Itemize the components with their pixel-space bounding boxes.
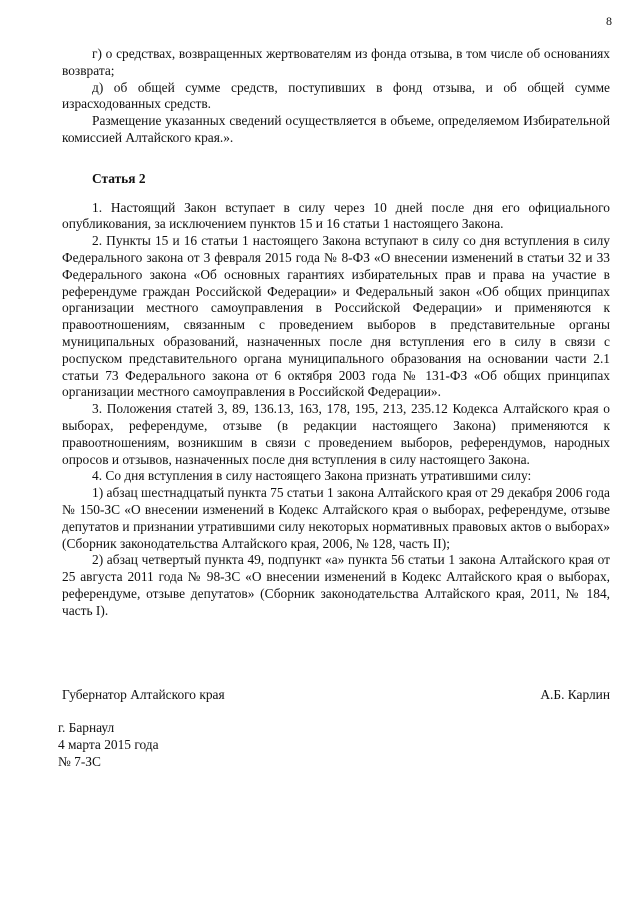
article-subitem-2: 2) абзац четвертый пункта 49, подпункт «а» пункта 56 статьи 1 закона Алтайского края от 25 августа 2011 года № 98-ЗС «О внесении изменений в Кодекс Алтайского края о выборах, референдуме, отзыве депутатов» (Сборник законодательства Алтайского края, 2011, № 184, часть I). xyxy=(62,552,610,618)
article-subitem-1: 1) абзац шестнадцатый пункта 75 статьи 1 закона Алтайского края от 29 декабря 2006 года № 150-ЗС «О внесении изменений в Кодекс Алтайского края о выборах, референдуме, отзыве депутатов и признании утратившими силу некоторых нормативных правовых актов о выборах» (Сборник законодательства Алтайского края, 2006, № 128, часть II); xyxy=(62,485,610,551)
paragraph-item-d: д) об общей сумме средств, поступивших в фонд отзыва, и об общей сумме израсходованных средств. xyxy=(62,79,610,112)
paragraph-item-g: г) о средствах, возвращенных жертвователям из фонда отзыва, в том числе об основаниях возврата; xyxy=(62,46,610,78)
city: г. Барнаул xyxy=(58,720,115,735)
article-heading: Статья 2 xyxy=(92,170,146,186)
article-item-1: 1. Настоящий Закон вступает в силу через 10 дней после дня его официального опубликования, за исключением пунктов 15 и 16 статьи 1 настоящего Закона. xyxy=(62,199,610,232)
article-item-3: 3. Положения статей 3, 89, 136.13, 163, 178, 195, 213, 235.12 Кодекса Алтайского края о выборах, референдуме, отзыве (в редакции настоящего Закона) применяются к правоотношениям, возникшим в связи с проведением выборов, референдумов, народных опросов и отзывов, назначенных после дня вступления в силу настоящего Закона. xyxy=(62,401,610,467)
page-number: 8 xyxy=(606,14,612,28)
law-number: № 7-ЗС xyxy=(58,753,101,769)
signatory-name: А.Б. Карлин xyxy=(540,687,610,702)
place-date-block xyxy=(58,720,159,770)
signature-block xyxy=(62,687,610,703)
article-item-4: 4. Со дня вступления в силу настоящего Закона признать утратившими силу: xyxy=(92,468,532,484)
law-date: 4 марта 2015 года xyxy=(58,736,159,752)
signatory-title: Губернатор Алтайского края xyxy=(62,687,225,702)
article-item-2: 2. Пункты 15 и 16 статьи 1 настоящего Закона вступают в силу со дня вступления в силу Федерального закона от 3 февраля 2015 года № 8-ФЗ «О внесении изменений в статьи 32 и 33 Федерального закона «Об основных гарантиях избирательных прав и права на участие в референдуме граждан Российской Федерации» и Федеральный закон «Об общих принципах организации местного самоуправления в Российской Федерации» и применяются к правоотношениям, связанным с проведением выборов в представительные органы муниципальных образований, назначенных после дня вступления его в силу в связи с роспуском представительного органа муниципального образования на основании части 2.1 статьи 73 Федерального закона от 6 октября 2003 года № 131-ФЗ «Об общих принципах организации местного самоуправления в Российской Федерации». xyxy=(62,233,610,400)
paragraph-placement: Размещение указанных сведений осуществляется в объеме, определяемом Избирательной комиссией Алтайского края.». xyxy=(62,113,610,145)
document-body xyxy=(62,46,610,620)
